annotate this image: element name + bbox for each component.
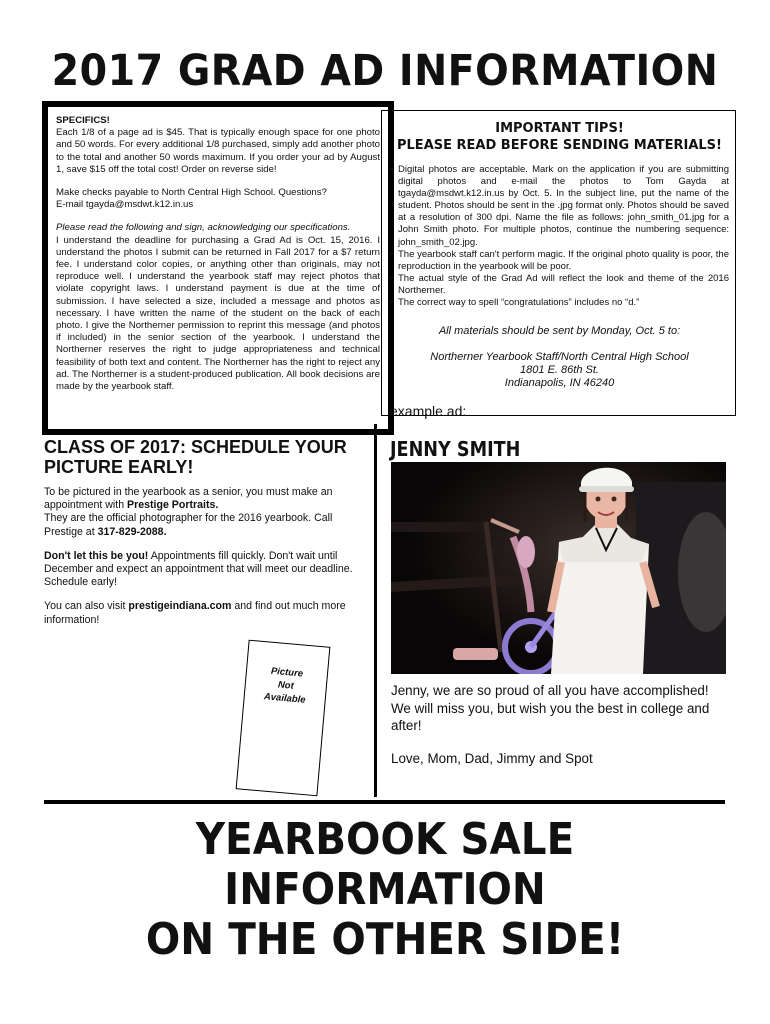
tips-subheading: PLEASE READ BEFORE SENDING MATERIALS!	[397, 138, 722, 153]
deadline-text: Appointments fill quickly. Don't wait until December and expect an appointment that will meet our deadline. Schedule early!	[44, 549, 353, 589]
more-info-text: and find out much more information!	[44, 600, 346, 626]
photo-illustration	[391, 462, 726, 674]
address-line: 1801 E. 86th St.	[520, 364, 599, 377]
acknowledgement-intro: Please read the following and sign, acknowledging our specifications.	[56, 222, 351, 234]
tip-item: • The actual style of the Grad Ad will reflect the look and theme of the 2016 Northerner.	[390, 273, 729, 297]
tips-heading: IMPORTANT TIPS!	[495, 121, 624, 136]
address-line: Northerner Yearbook Staff/North Central High School	[430, 351, 689, 364]
email-text: E-mail tgayda@msdwt.k12.in.us	[56, 199, 194, 211]
pricing-text: Each 1/8 of a page ad is $45. That is typically enough space for one photo and 50 words. For every additional 1/8 purchased, simply add another photo to the total and another 50 words maximum. If you order your ad by August 1, save $15 off the total cost! Order on reverse side!	[56, 127, 380, 175]
ad-signoff: Love, Mom, Dad, Jimmy and Spot	[391, 751, 593, 766]
acknowledgement-body: I understand the deadline for purchasing a Grad Ad is Oct. 15, 2016. I understand the photos I submit can be returned in Fall 2017 for a $7 return fee. I understand color copies, or anything other than originals, may not reproduce well. I understand the yearbook staff may reject photos that violate copyright laws. I understand payment is due at the time of submission. I have selected a size, included a message and photos as necessary. I have written the name of the student on the back of each photo. I give the Northerner permission to reprint this message (and photos if included) in the senior section of the yearbook. I understand the Northerner reserves the right to judge appropriateness and technical feasibility of both text and content. The Northerner has the right to reject any ad. The Northerner is a student-produced publication. All book decisions are made by the yearbook staff.	[56, 234, 380, 393]
class-section-body	[44, 486, 369, 638]
phone-number: 317-829-2088.	[97, 525, 167, 538]
example-ad-label: example ad:	[390, 403, 467, 419]
section-divider	[44, 800, 725, 804]
tips-list	[390, 164, 729, 309]
specifics-heading: SPECIFICS!	[56, 115, 110, 126]
specifics-box	[42, 101, 394, 435]
footer-line: YEARBOOK SALE INFORMATION	[195, 814, 575, 915]
footer-notice	[31, 815, 739, 965]
class-section-title: CLASS OF 2017: SCHEDULE YOUR PICTURE EARLY!	[44, 437, 347, 477]
ad-student-name: JENNY SMITH	[390, 437, 521, 461]
column-divider	[374, 424, 377, 797]
address-line: Indianapolis, IN 46240	[504, 377, 615, 390]
warning-text: Don't let this be you!	[44, 549, 149, 562]
tip-item: • The yearbook staff can't perform magic. If the original photo quality is poor, the reproduction in the yearbook will be poor.	[390, 249, 729, 273]
tips-box	[381, 110, 736, 416]
website-link: prestigeindiana.com	[128, 600, 232, 613]
tip-item: • The correct way to spell “congratulations” includes no “d.”	[390, 297, 729, 309]
mailing-address	[390, 351, 729, 390]
prestige-name: Prestige Portraits.	[127, 499, 219, 512]
student-photo	[391, 462, 726, 674]
picture-not-available-text: Picture Not Available	[263, 665, 306, 706]
send-by-text: All materials should be sent by Monday, Oct. 5 to:	[438, 325, 681, 338]
checks-text: Make checks payable to North Central High School. Questions?	[56, 187, 327, 199]
page-title: 2017 GRAD AD INFORMATION	[51, 46, 719, 96]
photographer-text: They are the official photographer for the 2016 yearbook. Call Prestige at	[44, 512, 333, 538]
appointment-text: To be pictured in the yearbook as a senior, you must make an appointment with	[44, 486, 333, 512]
footer-line: ON THE OTHER SIDE!	[145, 914, 625, 965]
tip-item: • Digital photos are acceptable. Mark on the application if you are submitting digital photos and e-mail the photos to Tom Gayda at tgayda@msdwt.k12.in.us by Oct. 5. In the subject line, put the name of the student. Photos should be sent in the .jpg format only. Photos should be saved at a resolution of 300 dpi. Name the file as follows: john_smith_01.jpg for a John Smith photo. For multiple photos, continue the numbering sequence: john_smith_02.jpg.	[390, 164, 729, 249]
ad-message: Jenny, we are so proud of all you have accomplished! We will miss you, but wish you the best in college and after!	[391, 683, 710, 733]
picture-placeholder-card	[236, 640, 331, 797]
visit-text: You can also visit	[44, 600, 129, 613]
